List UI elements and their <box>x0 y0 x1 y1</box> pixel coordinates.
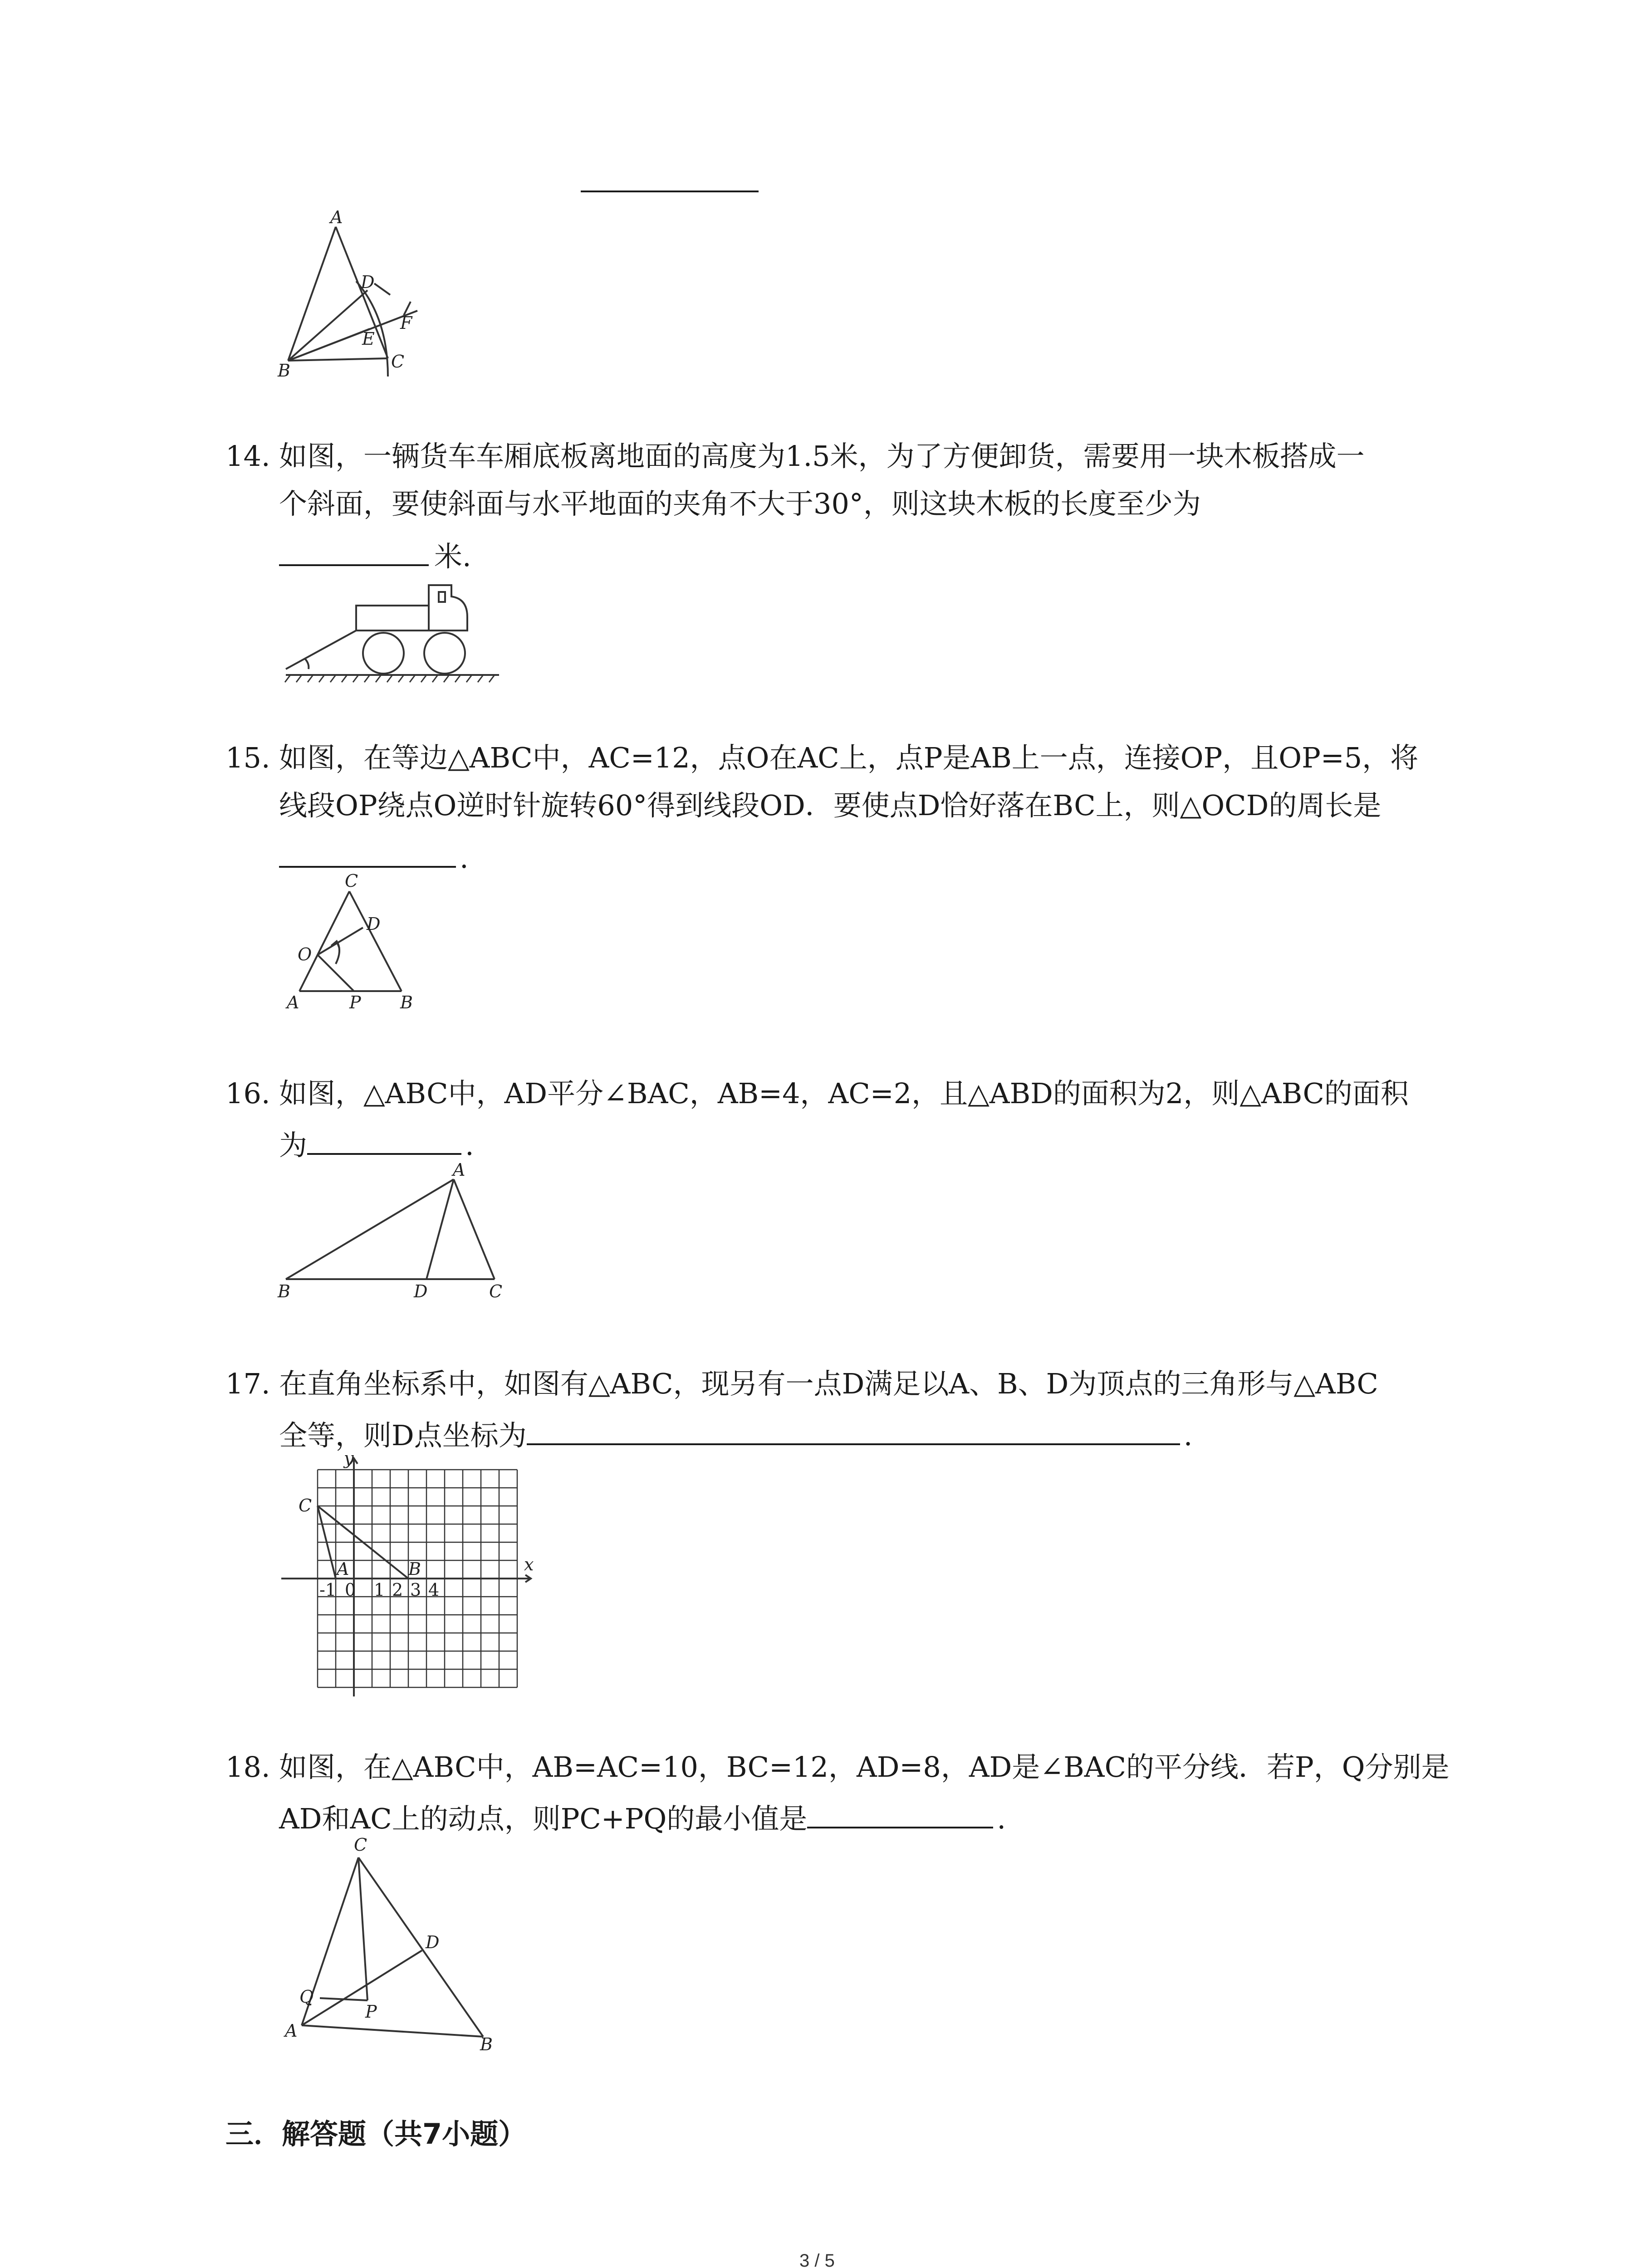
q16-period: . <box>465 1129 474 1162</box>
q17-text-line1: 在直角坐标系中，如图有△ABC，现另有一点D满足以A、B、D为顶点的三角形与△ABC <box>279 1367 1378 1400</box>
q15-text-line2: 线段OP绕点O逆时针旋转60°得到线段OD．要使点D恰好落在BC上，则△OCD的周长是 <box>279 789 1381 822</box>
q17-tick-0: 0 <box>345 1580 356 1600</box>
q15-text-line1: 如图，在等边△ABC中，AC=12，点O在AC上，点P是AB上一点，连接OP，且OP=5，将 <box>279 741 1419 774</box>
q18-label-a: A <box>285 2021 298 2041</box>
q13-answer-blank[interactable] <box>581 191 759 192</box>
q17-tick-1: 1 <box>374 1580 385 1600</box>
q18-text-line1: 如图，在△ABC中，AB=AC=10，BC=12，AD=8，AD是∠BAC的平分线．若P，Q分别是 <box>279 1750 1450 1784</box>
q15-label-a: A <box>287 992 299 1012</box>
q15-period: . <box>460 841 469 875</box>
q13-label-f: F <box>400 313 412 333</box>
q17-label-c: C <box>299 1496 312 1515</box>
q13-label-d: D <box>361 272 375 292</box>
q17-period: . <box>1183 1419 1193 1452</box>
q17-label-b: B <box>408 1559 421 1579</box>
page-number: 3 / 5 <box>799 2251 835 2268</box>
q18-label-p: P <box>365 2002 377 2022</box>
q16-text-line1: 如图，△ABC中，AD平分∠BAC，AB=4，AC=2，且△ABD的面积为2，则△ABC的面积 <box>279 1077 1409 1110</box>
q16-number: 16. <box>225 1077 270 1110</box>
q15-text-line3 <box>279 841 469 875</box>
q16-label-a: A <box>453 1160 465 1180</box>
q17-label-a: A <box>337 1559 349 1579</box>
q16-line2-head: 为 <box>279 1129 308 1162</box>
q18-figure <box>272 1837 508 2055</box>
q13-figure <box>272 207 426 395</box>
q17-tick-3: 3 <box>410 1580 421 1600</box>
q15-figure <box>281 871 426 1014</box>
q16-answer-blank[interactable] <box>307 1129 461 1155</box>
q16-figure <box>272 1160 526 1302</box>
q15-label-b: B <box>400 992 413 1012</box>
q17-coordinate-figure <box>277 1448 540 1706</box>
q18-label-d: D <box>426 1932 440 1952</box>
q18-period: . <box>997 1802 1006 1835</box>
q14-text-line2: 个斜面，要使斜面与水平地面的夹角不大于30°，则这块木板的长度至少为 <box>279 487 1201 520</box>
q13-label-e: E <box>362 329 375 349</box>
q17-tick-2: 2 <box>392 1580 403 1600</box>
q15-number: 15. <box>225 741 270 774</box>
q16-text-line2 <box>279 1129 474 1162</box>
q13-label-b: B <box>278 361 290 381</box>
q15-label-c: C <box>345 871 358 891</box>
q17-line2-head: 全等，则D点坐标为 <box>279 1419 527 1452</box>
q18-label-c: C <box>354 1835 367 1855</box>
q14-number: 14. <box>225 440 270 473</box>
q17-tick-4: 4 <box>428 1580 440 1600</box>
q13-label-c: C <box>391 352 405 371</box>
q14-answer-blank[interactable] <box>279 541 429 566</box>
q18-number: 18. <box>225 1750 270 1784</box>
q18-label-b: B <box>480 2034 493 2054</box>
q14-unit: 米. <box>434 540 471 573</box>
q15-label-p: P <box>349 992 361 1012</box>
q18-text-line2 <box>279 1803 1006 1833</box>
q15-answer-blank[interactable] <box>279 842 456 868</box>
q13-label-a: A <box>330 207 343 227</box>
q17-tick-neg1: -1 <box>319 1580 337 1600</box>
q17-label-y: y <box>344 1448 354 1468</box>
q14-text-line3 <box>279 541 471 571</box>
q17-answer-blank[interactable] <box>527 1420 1180 1445</box>
q15-label-d: D <box>367 914 381 934</box>
q18-line2-head: AD和AC上的动点，则PC+PQ的最小值是 <box>279 1802 808 1835</box>
q16-label-c: C <box>489 1281 503 1301</box>
q15-label-o: O <box>298 944 312 964</box>
q16-label-d: D <box>414 1281 428 1301</box>
q14-text-line1: 如图，一辆货车车厢底板离地面的高度为1.5米，为了方便卸货，需要用一块木板搭成一 <box>279 440 1365 473</box>
q18-label-q: Q <box>299 1987 314 2007</box>
q17-label-x: x <box>524 1554 534 1574</box>
q14-truck-figure <box>277 576 504 685</box>
q17-number: 17. <box>225 1367 270 1400</box>
q18-answer-blank[interactable] <box>807 1803 993 1828</box>
q16-label-b: B <box>278 1281 290 1301</box>
q17-text-line2 <box>279 1420 1192 1450</box>
section-heading: 三．解答题（共7小题） <box>225 2117 527 2151</box>
